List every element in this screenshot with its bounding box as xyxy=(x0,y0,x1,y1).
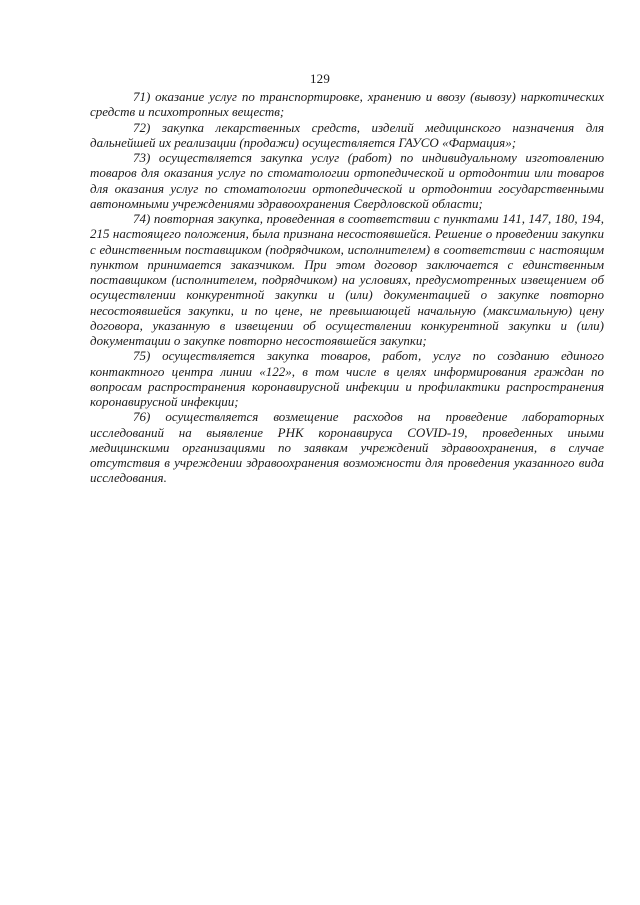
paragraph-73: 73) осуществляется закупка услуг (работ) по индивидуальному изготовлению товаров для оказания услуг по стоматологии ортопедической и ортодонтии или товаров для оказания услуг по стоматологии ортопедической и ортодонтии государственными автономными учреждениями здравоохранения Свердловской области; xyxy=(90,150,604,211)
paragraph-74: 74) повторная закупка, проведенная в соответствии с пунктами 141, 147, 180, 194, 215 настоящего положения, была признана несостоявшейся. Решение о проведении закупки с единственным поставщиком (подрядчиком, исполнителем) в соответствии с настоящим пунктом принимается заказчиком. При этом договор заключается с единственным поставщиком (исполнителем, подрядчиком) на условиях, предусмотренных извещением об осуществлении конкурентной закупки и (или) документацией о закупке повторно несостоявшейся закупки, и по цене, не превышающей начальную (максимальную) цену договора, указанную в извещении об осуществлении конкурентной закупки и (или) документации о закупке повторно несостоявшейся закупки; xyxy=(90,211,604,348)
paragraph-71: 71) оказание услуг по транспортировке, хранению и ввозу (вывозу) наркотических средств и психотропных веществ; xyxy=(90,89,604,120)
paragraph-76: 76) осуществляется возмещение расходов на проведение лабораторных исследований на выявление РНК коронавируса COVID-19, проведенных иными медицинскими организациями по заявкам учреждений здравоохранения, в случае отсутствия в учреждении здравоохранения возможности для проведения указанного вида исследования. xyxy=(90,409,604,486)
page-number: 129 xyxy=(309,71,331,86)
paragraph-75: 75) осуществляется закупка товаров, работ, услуг по созданию единого контактного центра линии «122», в том числе в целях информирования граждан по вопросам распространения коронавирусной инфекции и профилактики распространения коронавирусной инфекции; xyxy=(90,348,604,409)
paragraph-72: 72) закупка лекарственных средств, изделий медицинского назначения для дальнейшей их реализации (продажи) осуществляется ГАУСО «Фармация»; xyxy=(90,119,604,150)
document-body xyxy=(90,89,604,486)
